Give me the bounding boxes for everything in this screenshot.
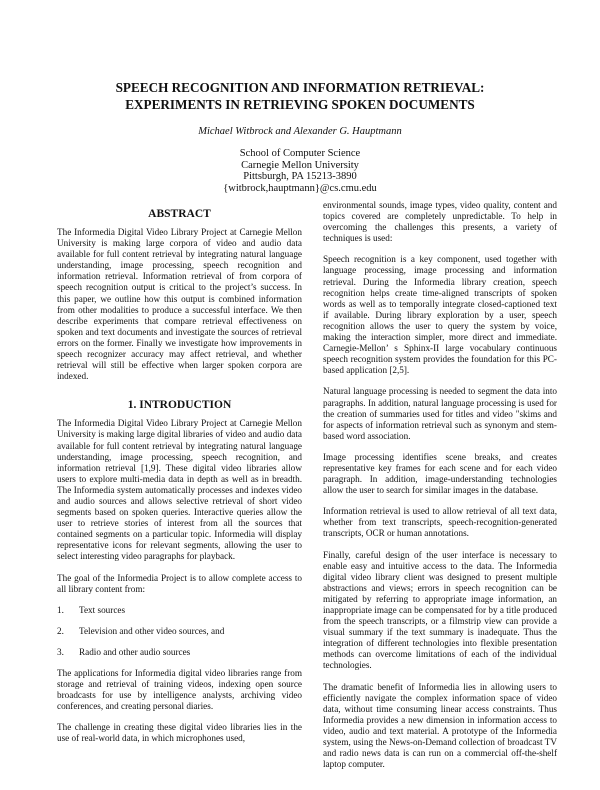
list-number: 2. [57,625,64,636]
intro-paragraph: The challenge in creating these digital video libraries lies in the use of real-world data, in which microphones used, [57,722,302,744]
list-item [57,647,302,658]
paper-title [0,79,600,113]
affiliation-address: Pittsburgh, PA 15213-3890 [243,171,357,182]
affiliation-university: Carnegie Mellon University [241,159,359,171]
list-text: Text sources [79,604,126,615]
abstract-text: The Informedia Digital Video Library Project at Carnegie Mellon University is making large corpora of video and audio data available for full content retrieval by integrating natural language understanding, image processing, speech recognition and information retrieval. Information retrieval of from corpora of speech recognition output is critical to the project’s success. In this paper, we outline how this output is combined information from other modalities to produce a successful interface. We then describe experiments that compare retrieval effectiveness on spoken and text documents and investigate the sources of retrieval errors on the former. Finally we investigate how improvements in speech recognizer accuracy may affect retrieval, and whether retrieval will still be effective when larger spoken corpora are indexed. [57,227,302,382]
list-text: Radio and other audio sources [79,646,191,657]
intro-paragraph: The Informedia Digital Video Library Project at Carnegie Mellon University is making large digital libraries of video and audio data available for full content retrieval by integrating natural language understanding, image processing, speech recognition, and information retrieval [1,9]. These digital video libraries allow users to explore multi-media data in depth as well as in breadth. The Informedia system automatically processes and indexes video and audio sources and allows selective retrieval of short video segments based on spoken queries. Interactive queries allow the user to retrieve stories of interest from all the sources that contained segments on a particular topic. Informedia will display representative icons for relevant segments, allowing the user to select interesting video paragraphs for playback. [57,418,302,562]
intro-paragraph: The goal of the Informedia Project is to allow complete access to all library content from: [57,572,302,594]
paper-header [0,0,600,194]
list-item [57,626,302,637]
introduction-heading: 1. INTRODUCTION [127,399,232,412]
intro-paragraph: The applications for Informedia digital video libraries range from storage and retrieval of training videos, indexing open source broadcasts for use by intelligence analysts, archiving video conferences, and creating personal diaries. [57,667,302,711]
abstract-heading: ABSTRACT [148,208,211,220]
right-paragraph: Natural language processing is needed to segment the data into paragraphs. In addition, natural language processing is used for the creation of summaries used for titles and video "skims and for aspects of information retrieval such as synonym and stem-based word association. [323,386,557,441]
affiliation-email: {witbrock,hauptmann}@cs.cmu.edu [223,182,377,194]
right-paragraph: environmental sounds, image types, video quality, content and topics covered are completely unpredictable. To help in overcoming the challenges this presents, a variety of techniques is used: [323,200,557,244]
authors: Michael Witbrock and Alexander G. Hauptmann [198,126,402,137]
title-line-2: EXPERIMENTS IN RETRIEVING SPOKEN DOCUMENTS [125,97,475,112]
two-column-body [0,200,600,790]
list-number: 3. [57,646,64,657]
right-paragraph: The dramatic benefit of Informedia lies in allowing users to efficiently navigate the complex information space of video data, without time consuming linear access constraints. Thus Informedia provides a new dimension in information access to video, audio and text material. A prototype of the Informedia system, using the News-on-Demand collection of broadcast TV and radio news data is can run on a commercial off-the-shelf laptop computer. [323,681,557,770]
affiliation [0,148,600,194]
right-column [323,200,557,770]
right-paragraph: Speech recognition is a key component, used together with language processing, image processing and information retrieval. During the Informedia library creation, speech recognition helps create time-aligned transcripts of spoken words as well as to temporally integrate closed-captioned text if available. During library exploration by a user, speech recognition allows the user to query the system by voice, making the interaction simpler, more direct and immediate. Carnegie-Mellon’ s Sphinx-II large vocabulary continuous speech recognition system provides the foundation for this PC-based application [2,5]. [323,254,557,376]
right-paragraph: Image processing identifies scene breaks, and creates representative key frames for each scene and for each video paragraph. In addition, image-understanding technologies allow the user to search for similar images in the database. [323,451,557,496]
right-paragraph: Finally, careful design of the user interface is necessary to enable easy and intuitive access to the data. The Informedia digital video library client was designed to present multiple abstractions and views; errors in speech recognition can be mitigated by referring to appropriate image information, an inappropriate image can be compensated for by a title produced from the speech transcripts, or a filmstrip view can provide a visual summary if the text summary is inadequate. Thus the integration of different technologies into flexible presentation methods can overcome limitations of each of the individual technologies. [323,549,557,671]
list-item [57,605,302,616]
title-line-1: SPEECH RECOGNITION AND INFORMATION RETRIEVAL: [115,80,485,95]
left-column [57,200,302,770]
affiliation-school: School of Computer Science [239,148,361,159]
list-text: Television and other video sources, and [79,625,225,636]
right-paragraph: Information retrieval is used to allow retrieval of all text data, whether from text transcripts, speech-recognition-generated transcripts, OCR or human annotations. [323,506,557,539]
list-number: 1. [57,604,64,615]
